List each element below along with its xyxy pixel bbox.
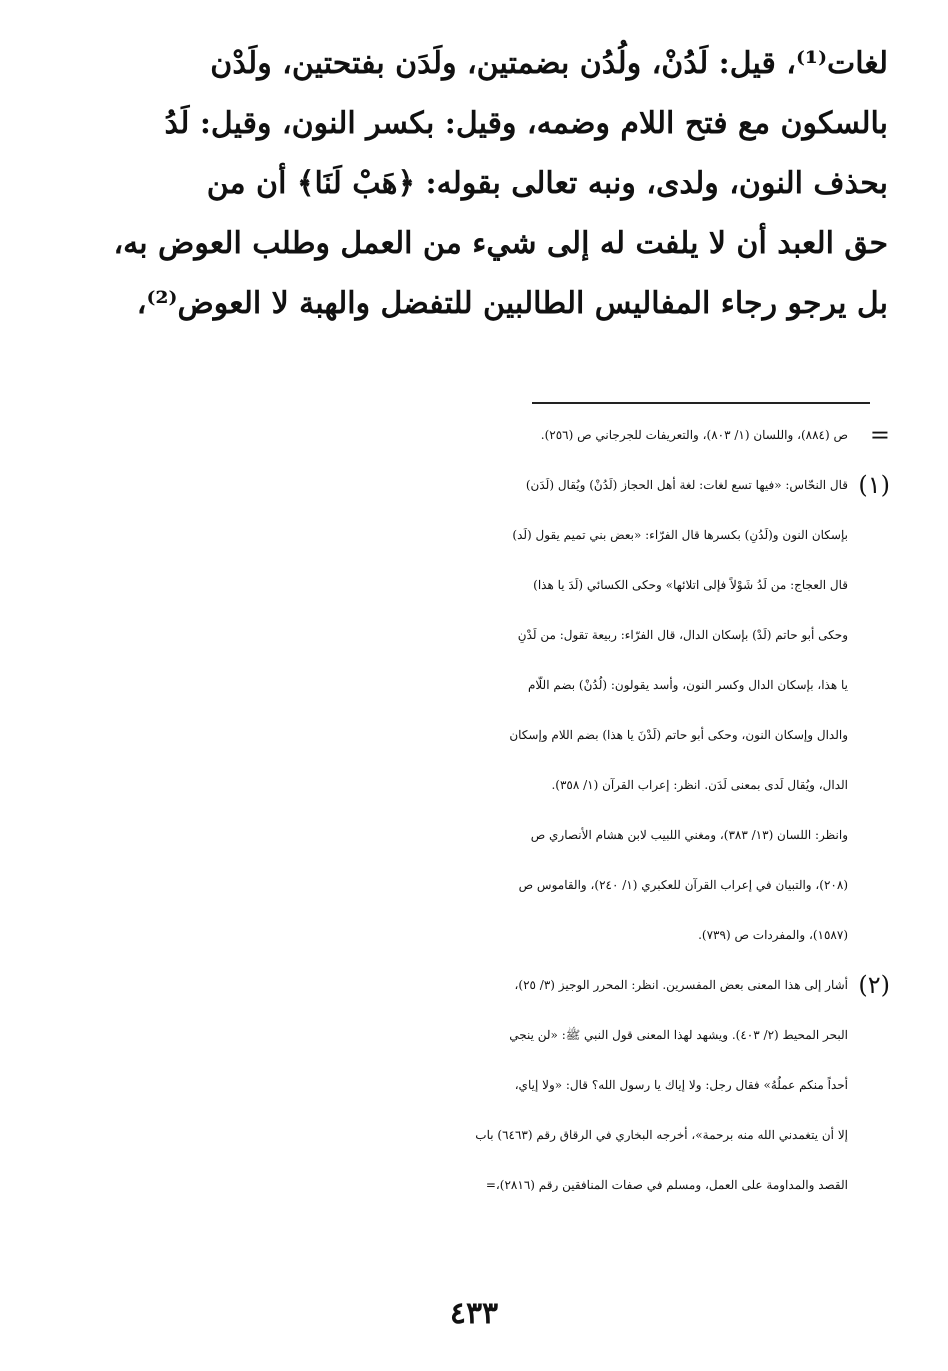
page-number: ٤٣٣ — [449, 1296, 499, 1331]
footnote-line: قال العجاج: من لَدُ شَوْلاً فإلى اتلائها» وحكى الكسائي (لَدَ يا هذا) — [533, 578, 848, 592]
footnote-line: يا هذا، بإسكان الدال وكسر النون، وأسد يقولون: (لُدُنْ) بضم اللّام — [527, 678, 848, 692]
footnote-line: قال النحّاس: «فيها تسع لغات: لغة أهل الحجاز (لَدُنْ) ويُقال (لَدَن) — [525, 478, 848, 492]
footnote-line: القصد والمداومة على العمل، ومسلم في صفات المنافقين رقم (٢٨١٦)،= — [485, 1178, 848, 1192]
main-text-block — [92, 34, 888, 334]
footnote-marker: (١) — [858, 471, 890, 499]
continuation-marker: = — [869, 421, 890, 449]
footnote-separator — [532, 402, 870, 404]
footnote-line: البحر المحيط (٢/ ٤٠٣). ويشهد لهذا المعنى قول النبي ﷺ: «لن ينجي — [509, 1028, 848, 1042]
main-text-line: بالسكون مع فتح اللام وضمه، وقيل: بكسر النون، وقيل: لَدُ — [164, 106, 888, 141]
footnote-line: بإسكان النون و(لَدُنِ) بكسرها قال الفرّاء: «بعض بني تميم يقول (لَد) — [512, 528, 848, 542]
footnotes-section — [92, 410, 890, 1210]
footnote-line: أشار إلى هذا المعنى بعض المفسرين. انظر: المحرر الوجيز (٣/ ٢٥)، — [514, 978, 848, 992]
footnote-line: أحداً منكم عملُهُ» فقال رجل: ولا إياك يا رسول الله؟ قال: «ولا إياي، — [514, 1078, 848, 1092]
footnote-line: إلا أن يتغمدني الله منه برحمة»، أخرجه البخاري في الرقاق رقم (٦٤٦٣) باب — [475, 1128, 848, 1142]
main-text-line: بل يرجو رجاء المفاليس الطالبين للتفضل والهبة لا العوض⁽²⁾، — [136, 286, 888, 321]
main-text-line: حق العبد أن لا يلفت له إلى شيء من العمل وطلب العوض به، — [113, 226, 888, 261]
footnote-1 — [92, 460, 890, 960]
footnote-line: وانظر: اللسان (١٣/ ٣٨٣)، ومغني اللبيب لابن هشام الأنصاري ص — [530, 828, 848, 842]
footnote-line: (١٥٨٧)، والمفردات ص (٧٣٩). — [698, 928, 848, 942]
footnote-line: والدال وإسكان النون، وحكى أبو حاتم (لَدْنَ يا هذا) بضم اللام وإسكان — [509, 728, 848, 742]
footnote-line: ص (٨٨٤)، واللسان (١/ ٨٠٣)، والتعريفات للجرجاني ص (٢٥٦). — [540, 428, 848, 442]
footnote-line: الدال، ويُقال لَدى بمعنى لَدَن. انظر: إعراب القرآن (١/ ٣٥٨). — [551, 778, 848, 792]
footnote-2 — [92, 960, 890, 1210]
footnote-line: وحكى أبو حاتم (لَدْ) بإسكان الدال، قال الفرّاء: ربيعة تقول: من لَدْنِ — [517, 628, 848, 642]
footnote-marker: (٢) — [858, 971, 890, 999]
main-text-line: بحذف النون، ولدى، ونبه تعالى بقوله: ﴿هَبْ لَنَا﴾ أن من — [206, 166, 888, 201]
footnote-line: (٢٠٨)، والتبيان في إعراب القرآن للعكبري (١/ ٢٤٠)، والقاموس ص — [518, 878, 848, 892]
main-text-line: لغات⁽¹⁾، قيل: لَدُنْ، ولُدُن بضمتين، ولَدَن بفتحتين، ولَدْن — [210, 46, 888, 81]
footnote-continuation — [92, 410, 890, 460]
